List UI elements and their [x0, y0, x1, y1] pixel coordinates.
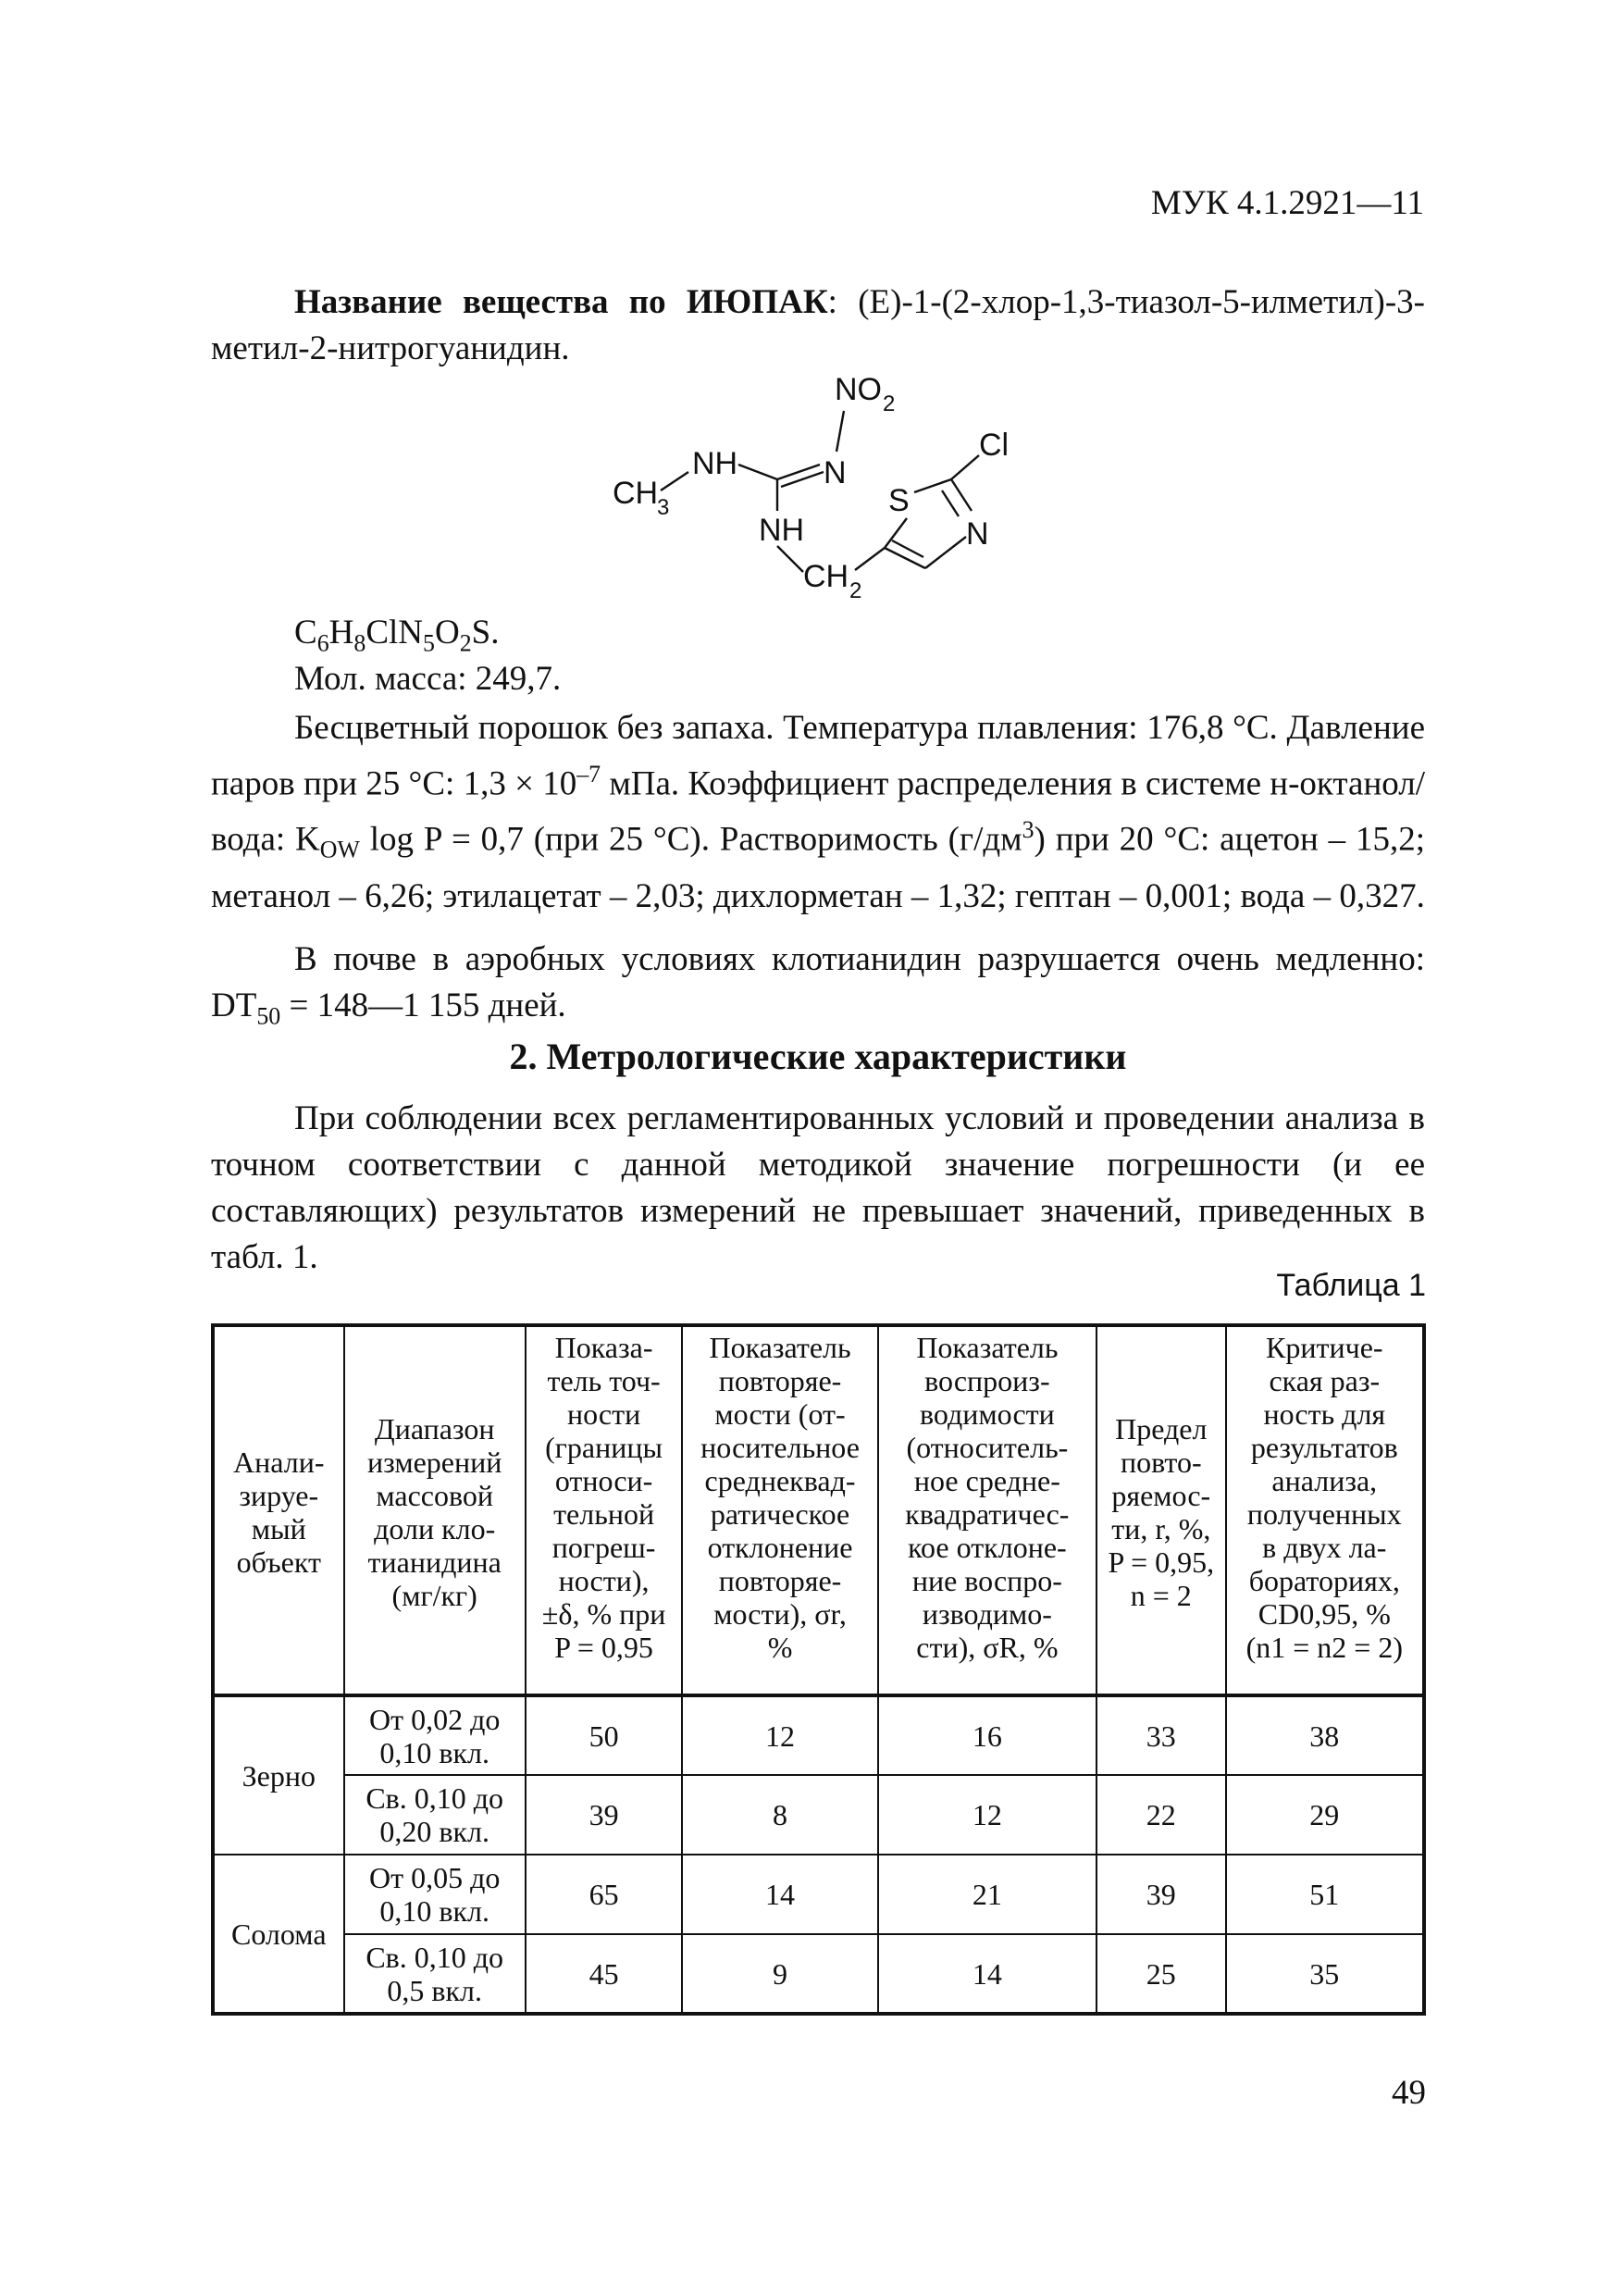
nh-top-label: NH: [692, 446, 738, 481]
n-label: N: [824, 455, 847, 490]
page-number: 49: [1392, 2074, 1426, 2112]
header-accuracy: Показа- тель точ- ности (границы относи- тельной погреш- ности), ±δ, % при P = 0,95: [526, 1325, 682, 1695]
iupac-name: : (E)-1-(2-хлор-1,3-тиазол-5-илметил)-3-метил-2-нитрогуанидин.: [211, 283, 1425, 367]
table-row: Св. 0,10 до 0,5 вкл. 45 9 14 25 35: [213, 1934, 1424, 2014]
svg-text:3: 3: [657, 495, 670, 520]
nh-bottom-label: NH: [759, 513, 805, 548]
section-text: При соблюдении всех регламентированных условий и проведении анализа в точном соответствии с данной методикой значение погрешности (и ее составляющих) результатов измерений не превышает значений, приведенных в табл. 1.: [211, 1099, 1425, 1276]
header-range: Диапазон измерений массовой доли кло- тианидина (мг/кг): [344, 1325, 526, 1695]
section-title: 2. Метрологические характеристики: [509, 1036, 1127, 1077]
ch2-label: CH: [803, 559, 849, 594]
object-cell: Солома: [213, 1855, 344, 2014]
table-row: Зерно От 0,02 до 0,10 вкл. 50 12 16 33 38: [213, 1695, 1424, 1775]
metrology-table: [211, 1323, 1426, 2016]
iupac-paragraph: [211, 279, 1425, 372]
table-caption: Таблица 1: [1276, 1268, 1426, 1303]
header-limit: Предел повто- ряемос- ти, r, %, P = 0,95, n = 2: [1096, 1325, 1226, 1695]
molar-mass: Мол. масса: 249,7.: [294, 660, 562, 698]
no2-label: NO: [835, 372, 882, 407]
svg-text:2: 2: [849, 578, 862, 603]
range-cell: Св. 0,10 до 0,5 вкл.: [344, 1934, 526, 2014]
object-cell: Зерно: [213, 1695, 344, 1855]
header-critical-difference: Критиче- ская раз- ность для результатов анализа, полученных в двух ла- бораториях, CD0,95, % (n1 = n2 = 2): [1226, 1325, 1424, 1695]
n-ring-label: N: [966, 516, 989, 552]
range-cell: От 0,02 до 0,10 вкл.: [344, 1695, 526, 1775]
header-object: Анали- зируе- мый объект: [213, 1325, 344, 1695]
table-row: Св. 0,10 до 0,20 вкл. 39 8 12 22 29: [213, 1775, 1424, 1855]
soil-paragraph: В почве в аэробных условиях клотианидин разрушается очень медленно: $DT_{50}$ = 148—1 155 дней.: [211, 940, 1425, 1030]
range-cell: Св. 0,10 до 0,20 вкл.: [344, 1775, 526, 1855]
document-code: МУК 4.1.2921—11: [1150, 184, 1424, 222]
cl-label: Cl: [979, 428, 1010, 463]
ch3-label: CH: [613, 476, 659, 511]
properties-paragraph: Бесцветный порошок без запаха. Температура плавления: 176,8 °С. Давление паров при 25 °С: $1,3 \times 10^{-7}$ мПа. Коэффициент распределения в системе н-октанол/вода: $K_{OW}$ log P = 0,7 (при 25 °С). Растворимость $(г/дм^3)$ при 20 °С: ацетон – 15,2; метанол – 6,26; этилацетат – 2,03; дихлорметан – 1,32; гептан – 0,001; вода – 0,327.: [211, 709, 1426, 916]
header-repeatability: Показатель повторяе- мости (от- носительное среднеквад- ратическое отклонение повторяе- мости), σr, %: [682, 1325, 877, 1695]
svg-text:2: 2: [883, 391, 896, 416]
molecular-formula: $C_6H_8ClN_5O_2S$.: [294, 614, 500, 657]
table-row: Солома От 0,05 до 0,10 вкл. 65 14 21 39 51: [213, 1855, 1424, 1934]
s-label: S: [888, 483, 910, 518]
header-reproducibility: Показатель воспроиз- водимости (относитель- ное средне- квадратичес- кое отклоне- ние воспро- изводимо- сти), σR, %: [878, 1325, 1096, 1695]
iupac-label: Название вещества по ИЮПАК: [294, 283, 828, 321]
range-cell: От 0,05 до 0,10 вкл.: [344, 1855, 526, 1934]
structural-formula: [592, 363, 1036, 613]
